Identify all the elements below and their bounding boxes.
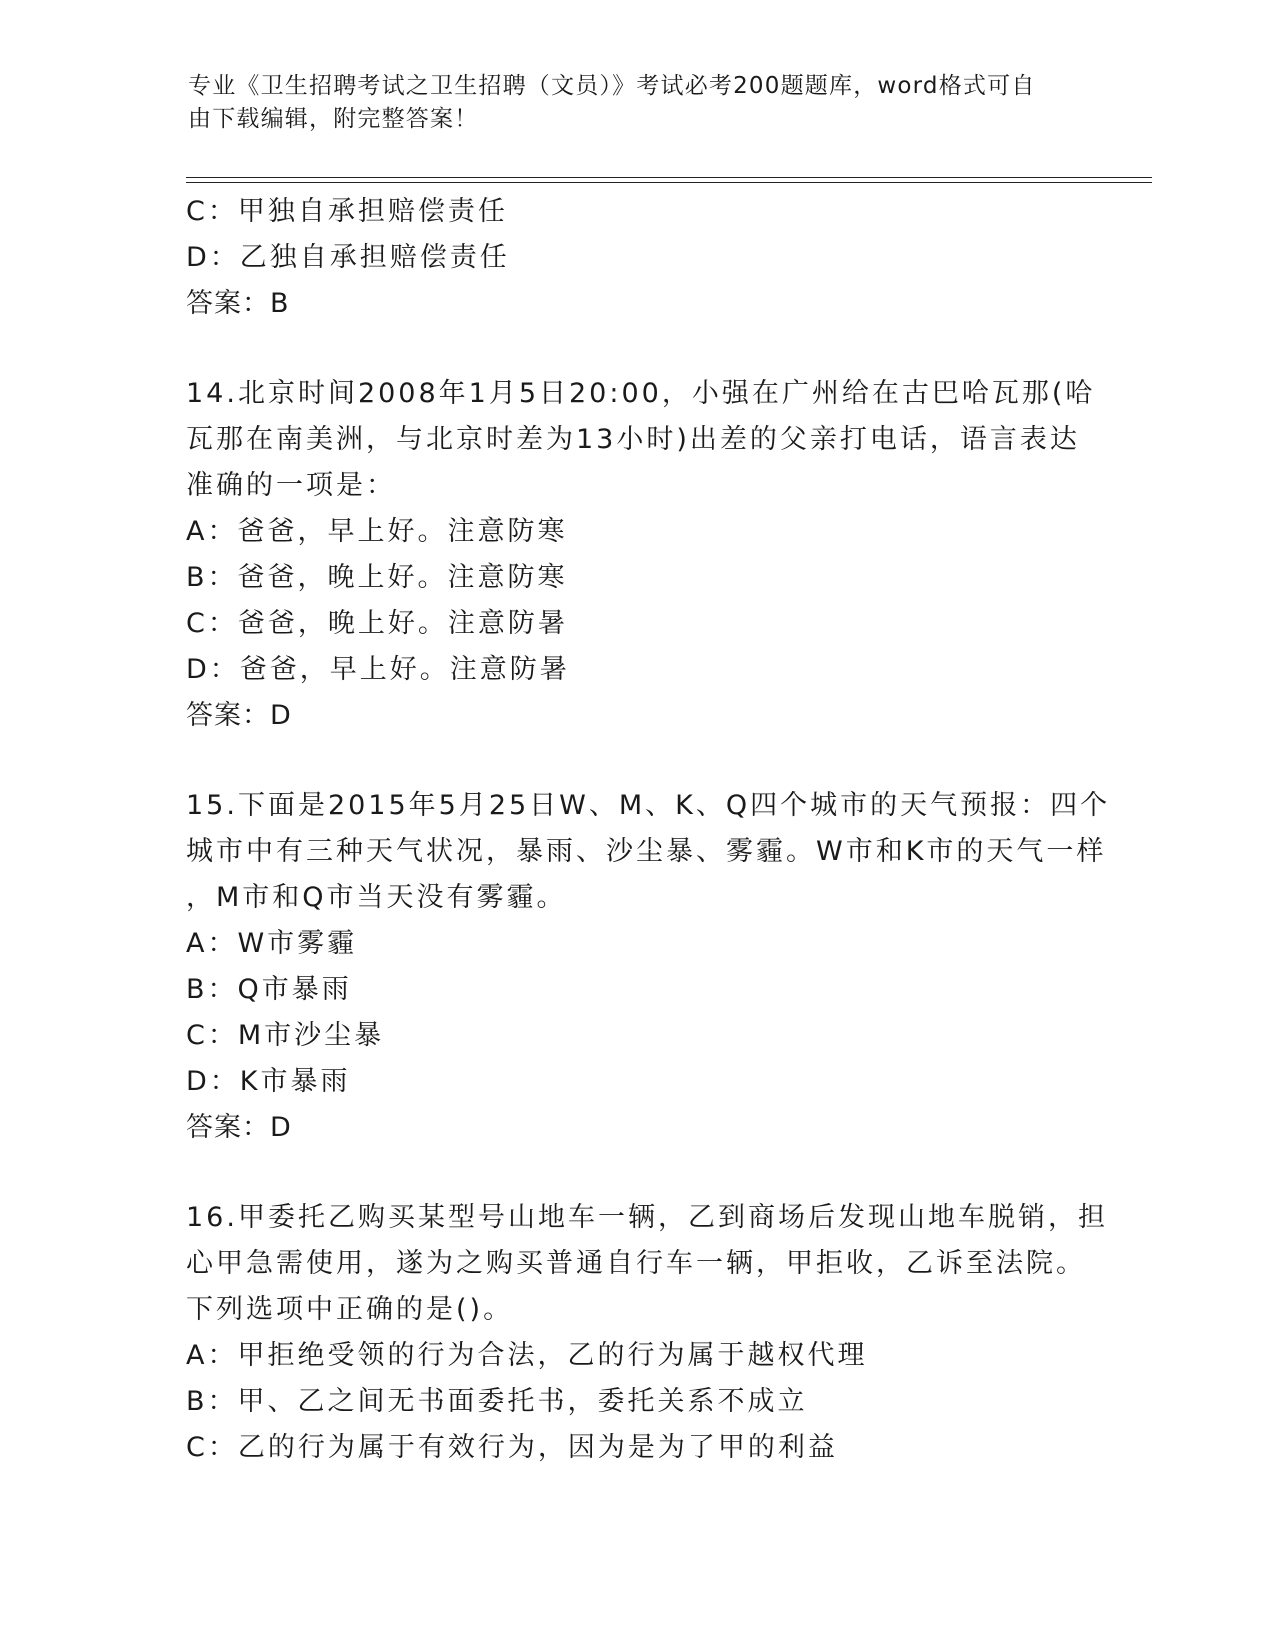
option-d: D：乙独自承担赔偿责任 — [186, 242, 510, 273]
option-b: B：爸爸，晚上好。注意防寒 — [186, 562, 568, 593]
question-line: 准确的一项是： — [186, 470, 396, 501]
option-c: C：乙的行为属于有效行为，因为是为了甲的利益 — [186, 1432, 838, 1463]
question-line: 16.甲委托乙购买某型号山地车一辆，乙到商场后发现山地车脱销，担 — [186, 1202, 1108, 1233]
question-line: 城市中有三种天气状况，暴雨、沙尘暴、雾霾。W市和K市的天气一样 — [186, 836, 1107, 867]
question-line: 15.下面是2015年5月25日W、M、K、Q四个城市的天气预报：四个 — [186, 790, 1111, 821]
header-divider-bottom — [186, 182, 1152, 183]
header-divider-top — [186, 177, 1152, 178]
option-c: C：甲独自承担赔偿责任 — [186, 196, 508, 227]
question-16 — [186, 1195, 1106, 1471]
question-text — [186, 1195, 1106, 1333]
question-line: 下列选项中正确的是()。 — [186, 1294, 514, 1325]
document-body — [186, 189, 1111, 1471]
question-text — [186, 783, 1111, 921]
question-13-continuation — [186, 189, 1106, 327]
document-header — [188, 70, 1088, 136]
option-b: B：甲、乙之间无书面委托书，委托关系不成立 — [186, 1386, 808, 1417]
question-line: 瓦那在南美洲，与北京时差为13小时)出差的父亲打电话，语言表达 — [186, 424, 1080, 455]
answer-line: 答案：D — [186, 700, 292, 731]
header-line-1: 专业《卫生招聘考试之卫生招聘（文员）》考试必考200题题库，word格式可自 — [188, 73, 1036, 99]
header-line-2: 由下载编辑，附完整答案！ — [188, 106, 479, 132]
option-d: D：K市暴雨 — [186, 1066, 351, 1097]
option-d: D：爸爸，早上好。注意防暑 — [186, 654, 570, 685]
option-b: B：Q市暴雨 — [186, 974, 352, 1005]
option-c: C：爸爸，晚上好。注意防暑 — [186, 608, 568, 639]
question-15 — [186, 783, 1111, 1151]
question-14 — [186, 371, 1106, 739]
question-line: ，M市和Q市当天没有雾霾。 — [186, 882, 567, 913]
option-a: A：爸爸，早上好。注意防寒 — [186, 516, 568, 547]
answer-line: 答案：D — [186, 1112, 292, 1143]
option-c: C：M市沙尘暴 — [186, 1020, 385, 1051]
question-text — [186, 371, 1106, 509]
question-line: 心甲急需使用，遂为之购买普通自行车一辆，甲拒收，乙诉至法院。 — [186, 1248, 1086, 1279]
option-a: A：W市雾霾 — [186, 928, 358, 959]
answer-line: 答案：B — [186, 288, 290, 319]
question-line: 14.北京时间2008年1月5日20:00，小强在广州给在古巴哈瓦那(哈 — [186, 378, 1096, 409]
option-a: A：甲拒绝受领的行为合法，乙的行为属于越权代理 — [186, 1340, 868, 1371]
